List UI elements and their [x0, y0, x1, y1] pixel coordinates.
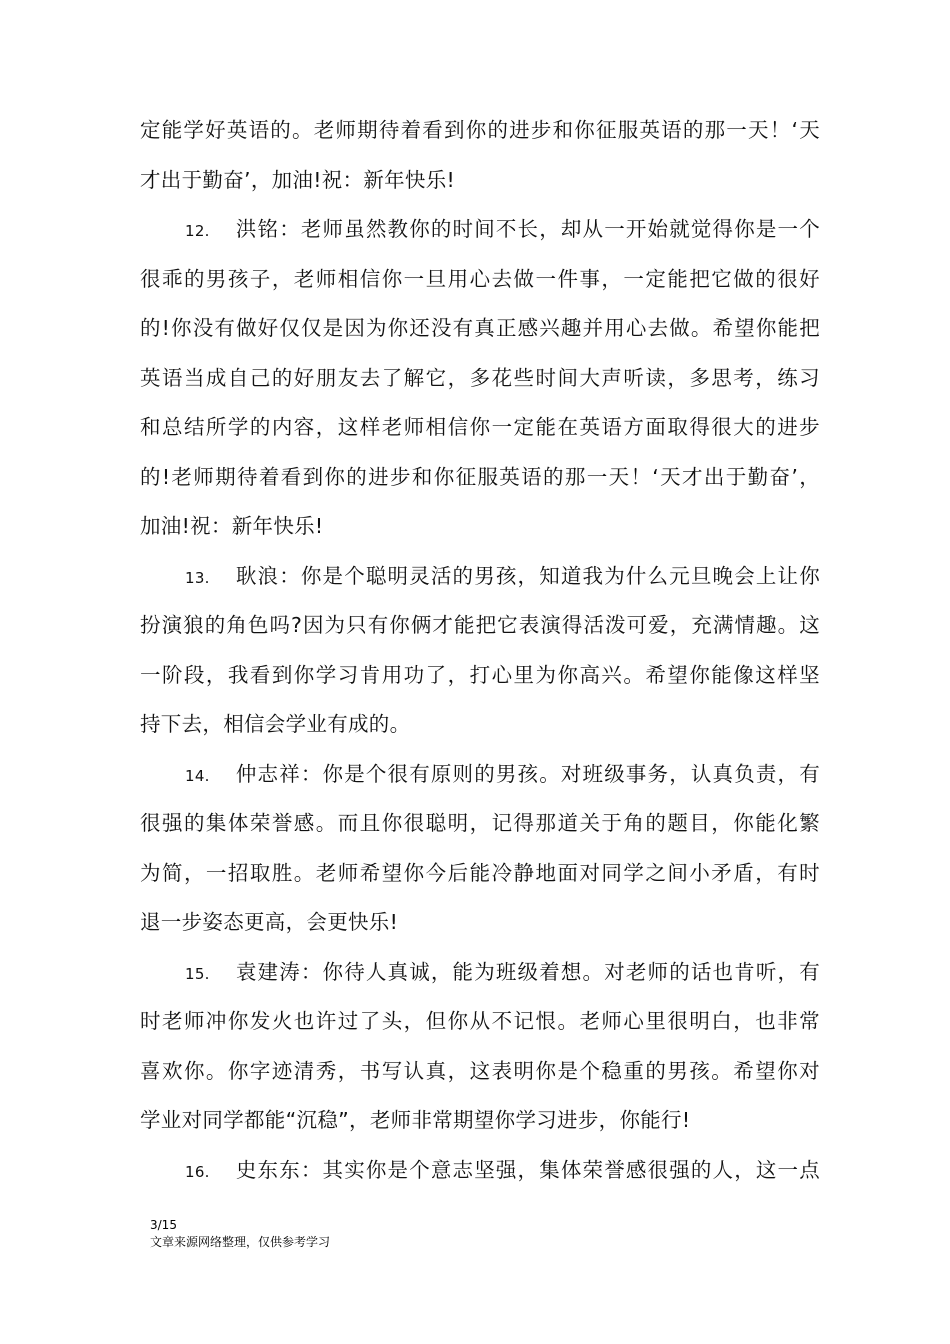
- text-line: 加油!祝：新年快乐!: [140, 514, 324, 538]
- text-line: 喜欢你。你字迹清秀，书写认真，这表明你是个稳重的男孩。希望你对: [140, 1059, 820, 1083]
- text-line: 定能学好英语的。老师期待着看到你的进步和你征服英语的那一天！‘天: [140, 118, 820, 142]
- text-line: 洪铭：老师虽然教你的时间不长，却从一开始就觉得你是一个: [235, 217, 820, 241]
- item-number-14: 14.: [185, 767, 210, 785]
- item-number-15: 15.: [185, 965, 210, 983]
- paragraph-15-first-line: [140, 958, 820, 988]
- text-line: 的!老师期待着看到你的进步和你征服英语的那一天！‘天才出于勤奋’，: [140, 465, 820, 489]
- text-line: 很强的集体荣誉感。而且你很聪明，记得那道关于角的题目，你能化繁: [140, 811, 820, 835]
- text-line: 时老师冲你发火也许过了头，但你从不记恨。老师心里很明白，也非常: [140, 1009, 820, 1033]
- text-line: 为简，一招取胜。老师希望你今后能冷静地面对同学之间小矛盾，有时: [140, 861, 820, 885]
- source-note: 文章来源网络整理，仅供参考学习: [150, 1235, 331, 1249]
- text-line: 才出于勤奋’，加油!祝：新年快乐!: [140, 168, 456, 192]
- text-line: 耿浪：你是个聪明灵活的男孩，知道我为什么元旦晚会上让你: [235, 564, 820, 588]
- text-line: 退一步姿态更高，会更快乐!: [140, 910, 399, 934]
- item-number-16: 16.: [185, 1163, 210, 1181]
- text-line: 史东东：其实你是个意志坚强，集体荣誉感很强的人，这一点: [235, 1158, 820, 1182]
- text-line: 和总结所学的内容，这样老师相信你一定能在英语方面取得很大的进步: [140, 415, 820, 439]
- text-line: 英语当成自己的好朋友去了解它，多花些时间大声听读，多思考，练习: [140, 366, 820, 390]
- paragraph-13-first-line: [140, 562, 820, 592]
- text-line: 的!你没有做好仅仅是因为你还没有真正感兴趣并用心去做。希望你能把: [140, 316, 820, 340]
- paragraph-14-first-line: [140, 760, 820, 790]
- text-line: 学业对同学都能“沉稳”，老师非常期望你学习进步，你能行!: [140, 1108, 691, 1132]
- text-line: 很乖的男孩子，老师相信你一旦用心去做一件事，一定能把它做的很好: [140, 267, 820, 291]
- text-line: 持下去，相信会学业有成的。: [140, 712, 411, 736]
- text-line: 一阶段，我看到你学习肯用功了，打心里为你高兴。希望你能像这样坚: [140, 663, 820, 687]
- text-line: 仲志祥：你是个很有原则的男孩。对班级事务，认真负责，有: [235, 762, 820, 786]
- text-line: 袁建涛：你待人真诚，能为班级着想。对老师的话也肯听，有: [235, 960, 820, 984]
- page-number: 3/15: [150, 1218, 177, 1232]
- text-line: 扮演狼的角色吗?因为只有你俩才能把它表演得活泼可爱，充满情趣。这: [140, 613, 820, 637]
- item-number-13: 13.: [185, 569, 210, 587]
- paragraph-12-first-line: [140, 215, 820, 245]
- paragraph-16-first-line: [140, 1156, 820, 1186]
- item-number-12: 12.: [185, 222, 210, 240]
